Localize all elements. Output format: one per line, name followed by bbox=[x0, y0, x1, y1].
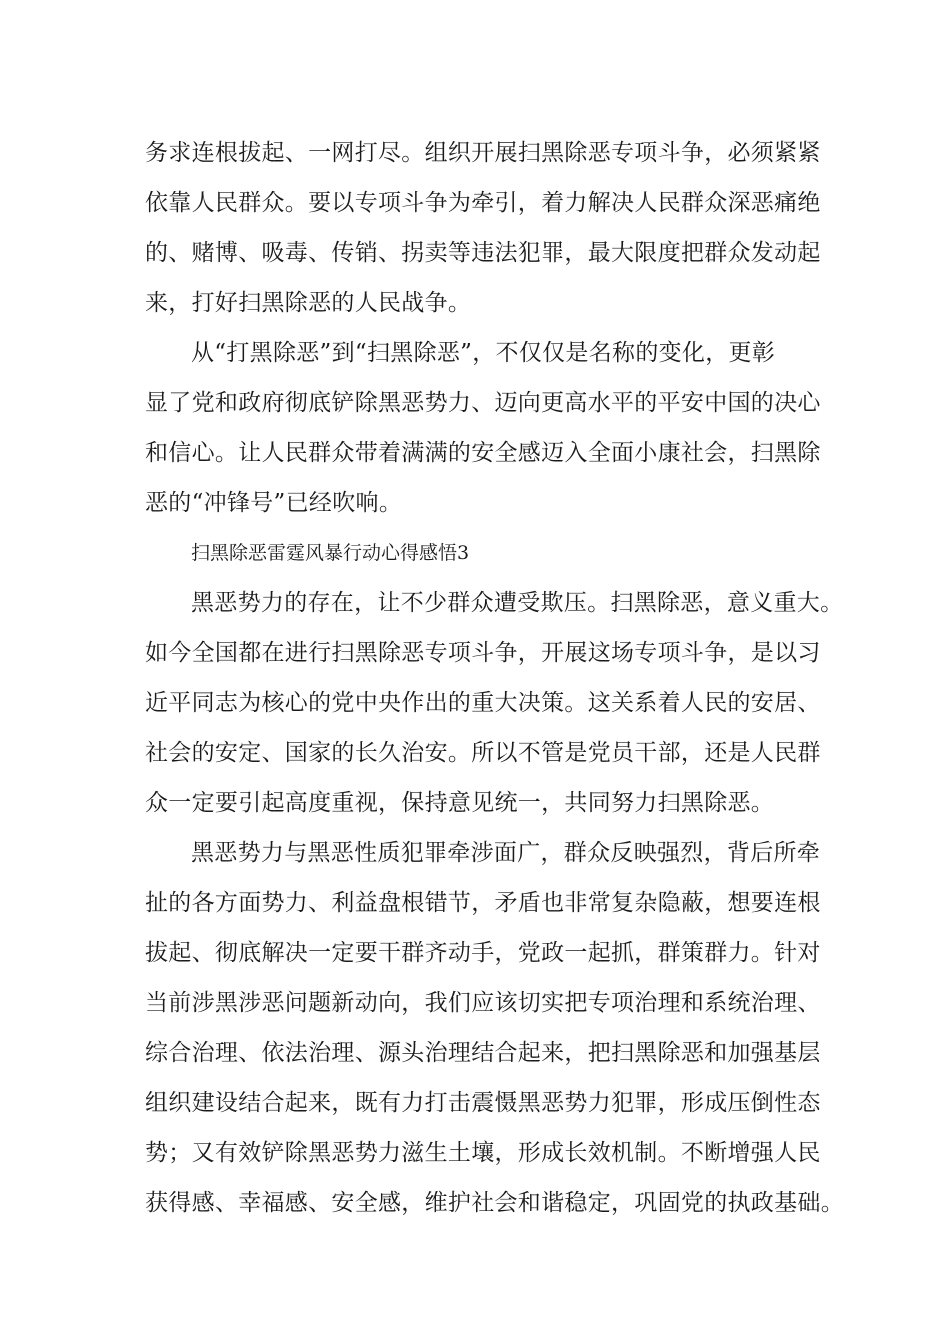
text-line: 依靠人民群众。要以专项斗争为牵引，着力解决人民群众深恶痛绝 bbox=[145, 190, 821, 216]
text-line: 组织建设结合起来，既有力打击震慑黑恶势力犯罪，形成压倒性态 bbox=[145, 1090, 821, 1116]
text-line: 恶的“冲锋号”已经吹响。 bbox=[145, 490, 403, 516]
text-line: 显了党和政府彻底铲除黑恶势力、迈向更高水平的平安中国的决心 bbox=[145, 390, 821, 416]
text-line: 获得感、幸福感、安全感，维护社会和谐稳定，巩固党的执政基础。 bbox=[145, 1190, 844, 1216]
paragraph-start-line: 黑恶势力的存在，让不少群众遭受欺压。扫黑除恶，意义重大。 bbox=[191, 590, 844, 616]
document-page bbox=[145, 128, 844, 1228]
text-line: 拔起、彻底解决一定要干群齐动手，党政一起抓，群策群力。针对 bbox=[145, 940, 821, 966]
text-line: 务求连根拔起、一网打尽。组织开展扫黑除恶专项斗争，必须紧紧 bbox=[145, 140, 821, 166]
text-line: 社会的安定、国家的长久治安。所以不管是党员干部，还是人民群 bbox=[145, 740, 821, 766]
section-heading: 扫黑除恶雷霆风暴行动心得感悟3 bbox=[191, 542, 470, 564]
text-line: 当前涉黑涉恶问题新动向，我们应该切实把专项治理和系统治理、 bbox=[145, 990, 821, 1016]
text-line: 如今全国都在进行扫黑除恶专项斗争，开展这场专项斗争，是以习 bbox=[145, 640, 821, 666]
text-line: 的、赌博、吸毒、传销、拐卖等违法犯罪，最大限度把群众发动起 bbox=[145, 240, 821, 266]
paragraph-start-line: 从“打黑除恶”到“扫黑除恶”，不仅仅是名称的变化，更彰 bbox=[191, 340, 776, 366]
paragraph-start-line: 黑恶势力与黑恶性质犯罪牵涉面广，群众反映强烈，背后所牵 bbox=[191, 840, 821, 866]
text-line: 综合治理、依法治理、源头治理结合起来，把扫黑除恶和加强基层 bbox=[145, 1040, 821, 1066]
text-line: 扯的各方面势力、利益盘根错节，矛盾也非常复杂隐蔽，想要连根 bbox=[145, 890, 821, 916]
text-line: 和信心。让人民群众带着满满的安全感迈入全面小康社会，扫黑除 bbox=[145, 440, 821, 466]
text-line: 势；又有效铲除黑恶势力滋生土壤，形成长效机制。不断增强人民 bbox=[145, 1140, 821, 1166]
text-line: 众一定要引起高度重视，保持意见统一，共同努力扫黑除恶。 bbox=[145, 790, 775, 816]
text-line: 来，打好扫黑除恶的人民战争。 bbox=[145, 290, 472, 316]
text-line: 近平同志为核心的党中央作出的重大决策。这关系着人民的安居、 bbox=[145, 690, 821, 716]
